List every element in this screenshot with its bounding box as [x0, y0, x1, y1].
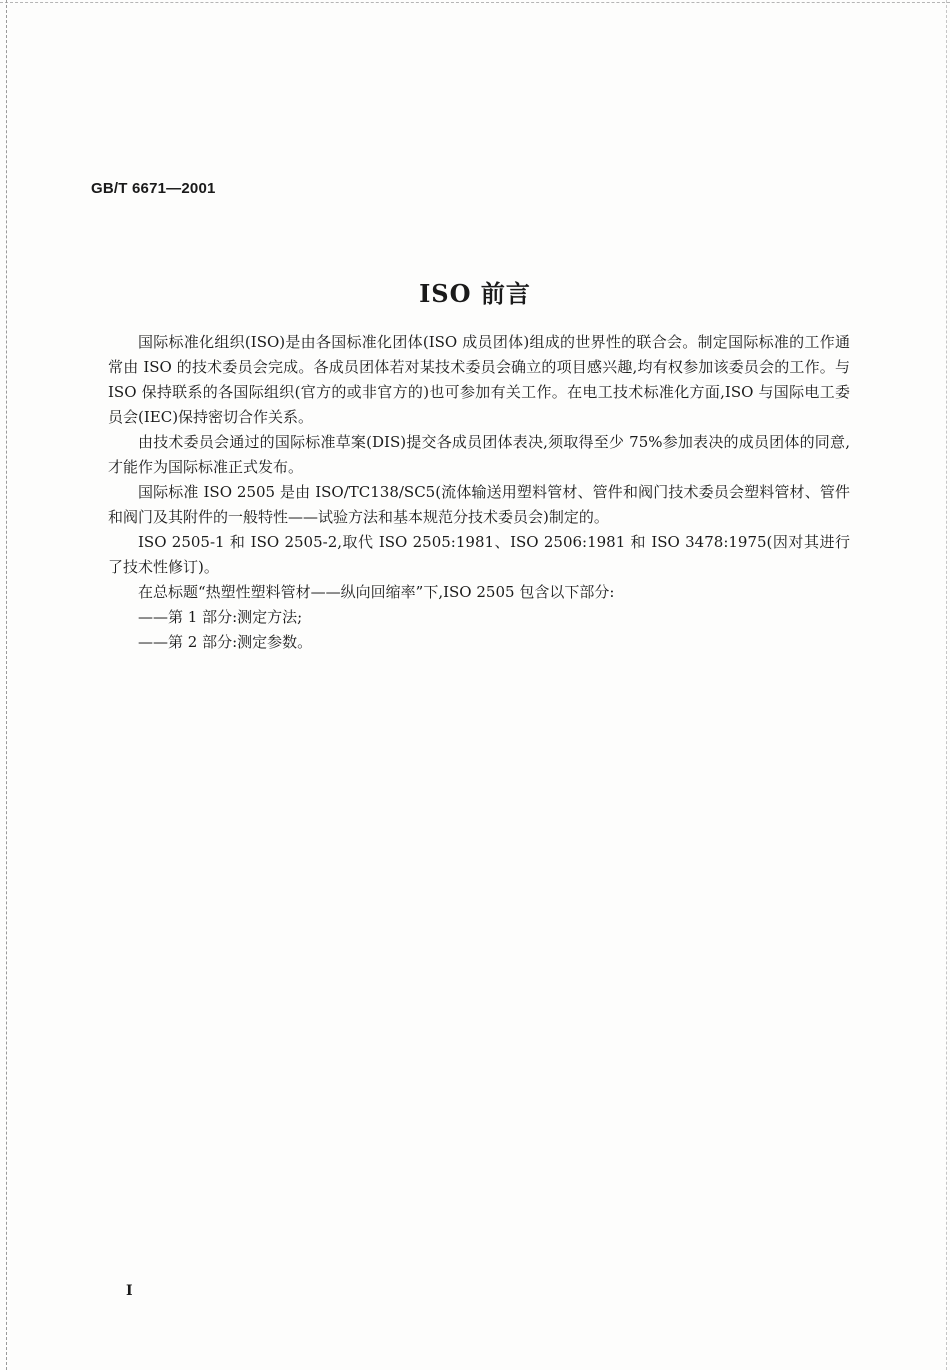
page-number: I [126, 1283, 133, 1299]
scan-edge-top [0, 2, 950, 3]
paragraph-replacement: ISO 2505-1 和 ISO 2505-2,取代 ISO 2505:1981、ISO 2506:1981 和 ISO 3478:1975(因对其进行了技术性修订)。 [108, 533, 850, 576]
paragraph-iso2505-origin: 国际标准 ISO 2505 是由 ISO/TC138/SC5(流体输送用塑料管材、管件和阀门技术委员会塑料管材、管件和阀门及其附件的一般特性——试验方法和基本规范分技术委员会)制定的。 [108, 483, 850, 526]
paragraph-dis-voting: 由技术委员会通过的国际标准草案(DIS)提交各成员团体表决,须取得至少 75%参加表决的成员团体的同意,才能作为国际标准正式发布。 [108, 433, 850, 476]
page-title: ISO 前言 [419, 279, 531, 308]
scan-edge-left [6, 0, 7, 1370]
preface-body [108, 330, 850, 655]
paragraph-iso-intro: 国际标准化组织(ISO)是由各国标准化团体(ISO 成员团体)组成的世界性的联合会。制定国际标准的工作通常由 ISO 的技术委员会完成。各成员团体若对某技术委员会确立的项目感兴趣,均有权参加该委员会的工作。与 ISO 保持联系的各国际组织(官方的或非官方的)也可参加有关工作。在电工技术标准化方面,ISO 与国际电工委员会(IEC)保持密切合作关系。 [108, 333, 850, 426]
scan-edge-right [946, 0, 947, 1370]
list-item-part-2: ——第 2 部分:测定参数。 [138, 633, 313, 651]
paragraph-parts-intro: 在总标题“热塑性塑料管材——纵向回缩率”下,ISO 2505 包含以下部分: [138, 583, 615, 601]
list-item-part-1: ——第 1 部分:测定方法; [138, 608, 303, 626]
standard-code: GB/T 6671—2001 [91, 180, 216, 197]
